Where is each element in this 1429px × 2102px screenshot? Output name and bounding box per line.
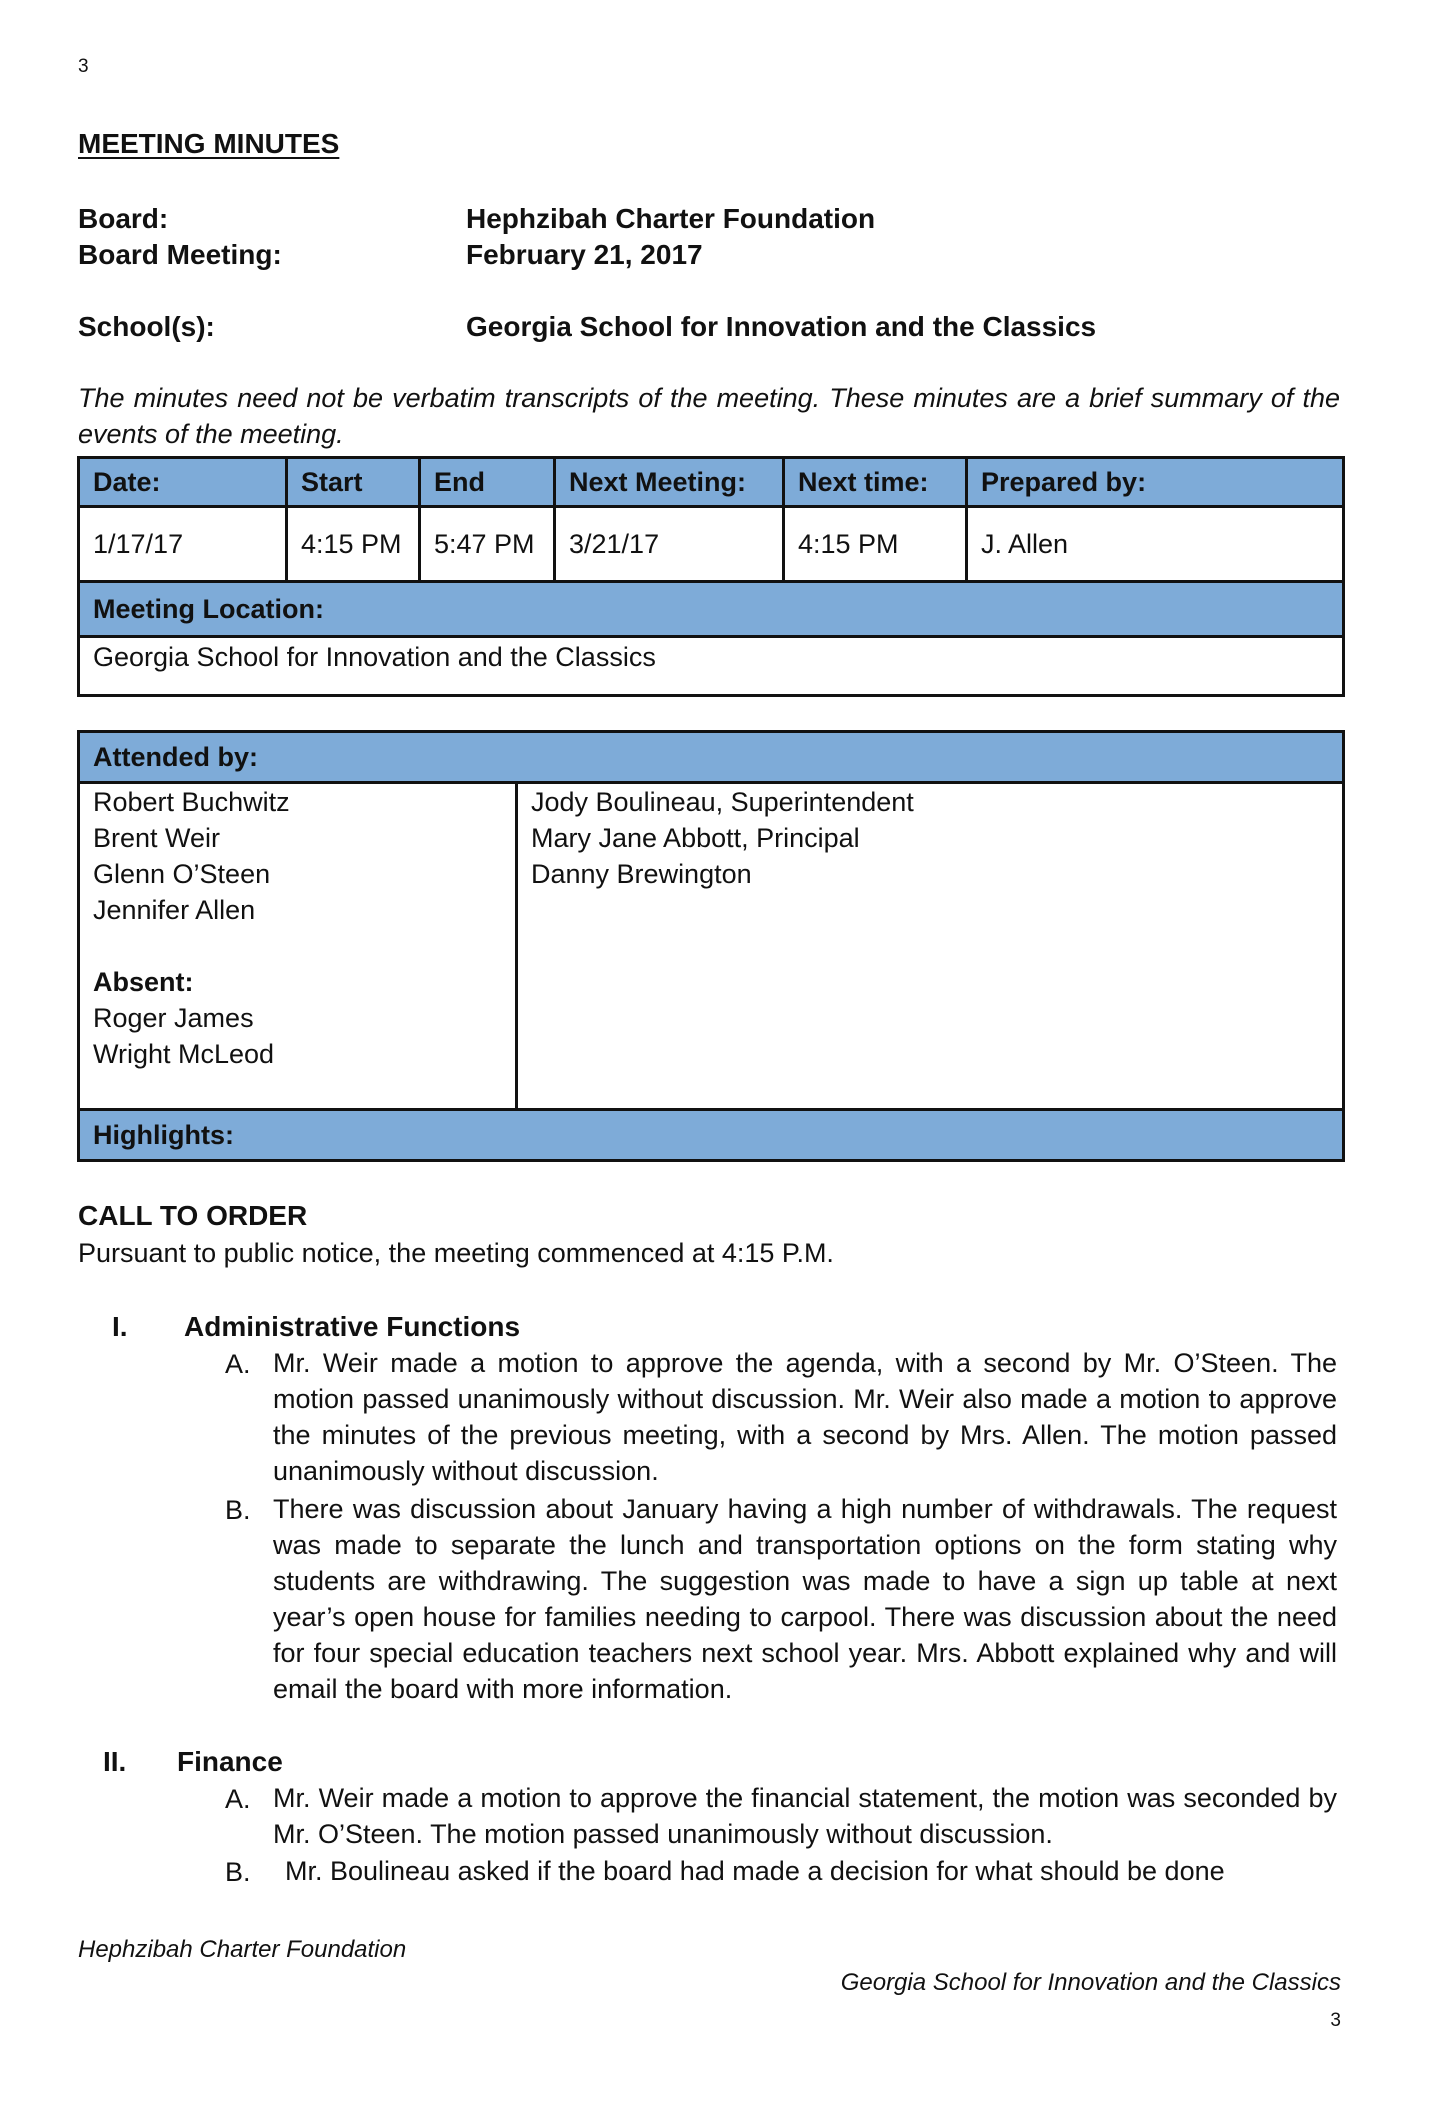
- attendee: Brent Weir: [93, 823, 221, 853]
- schools-label: School(s):: [78, 311, 215, 342]
- call-to-order-heading: CALL TO ORDER: [78, 1200, 308, 1231]
- section-title-finance: Finance: [177, 1746, 283, 1777]
- value-date: 1/17/17: [79, 507, 287, 582]
- attendee: Glenn O’Steen: [93, 859, 271, 889]
- staff-cell: [517, 783, 1344, 1110]
- section-numeral: II.: [103, 1746, 127, 1777]
- item-text: Mr. Boulineau asked if the board had made a decision for what should be done: [285, 1856, 1225, 1886]
- location-value: Georgia School for Innovation and the Classics: [79, 637, 1344, 696]
- attendance-table: [77, 730, 1345, 1162]
- value-end: 5:47 PM: [420, 507, 555, 582]
- highlights-label: Highlights:: [79, 1110, 1344, 1161]
- value-next-meeting: 3/21/17: [555, 507, 784, 582]
- header-next-meeting: Next Meeting:: [555, 458, 784, 507]
- value-start: 4:15 PM: [287, 507, 420, 582]
- schools-value: Georgia School for Innovation and the Classics: [466, 311, 1097, 342]
- footer-school: Georgia School for Innovation and the Classics: [840, 1969, 1341, 1996]
- section-title-administrative: Administrative Functions: [184, 1311, 521, 1342]
- item-letter: B.: [225, 1495, 251, 1525]
- info-header-row: [79, 458, 1344, 507]
- footer-organization: Hephzibah Charter Foundation: [78, 1936, 407, 1963]
- page-title: MEETING MINUTES: [78, 128, 340, 159]
- board-members-cell: [79, 783, 517, 1110]
- item-text: There was discussion about January having a high number of withdrawals. The request was made to separate the lunch and transportation options on the form stating why students are withdrawing. The suggestion was made to have a sign up table at next year’s open house for families needing to carpool. There was discussion about the need for four special education teachers next school year. Mrs. Abbott explained why and will email the board with more information.: [273, 1494, 1337, 1704]
- header-prepared-by: Prepared by:: [967, 458, 1344, 507]
- staff-attendee: Jody Boulineau, Superintendent: [531, 787, 914, 817]
- staff-attendee: Danny Brewington: [531, 859, 752, 889]
- info-value-row: [79, 507, 1344, 582]
- page-number-bottom: 3: [1330, 2010, 1341, 2031]
- section-numeral: I.: [112, 1311, 128, 1342]
- minutes-note: The minutes need not be verbatim transcripts of the meeting. These minutes are a brief summary of the events of the meeting.: [78, 383, 1340, 449]
- page-number-top: 3: [78, 56, 89, 77]
- value-next-time: 4:15 PM: [784, 507, 967, 582]
- header-next-time: Next time:: [784, 458, 967, 507]
- call-to-order-text: Pursuant to public notice, the meeting commenced at 4:15 P.M.: [78, 1238, 834, 1268]
- header-start: Start: [287, 458, 420, 507]
- board-meeting-label: Board Meeting:: [78, 239, 282, 270]
- meeting-info-table: [77, 456, 1345, 697]
- staff-attendee: Mary Jane Abbott, Principal: [531, 823, 860, 853]
- item-letter: A.: [225, 1349, 251, 1379]
- header-end: End: [420, 458, 555, 507]
- attendee: Robert Buchwitz: [93, 787, 290, 817]
- attendee: Jennifer Allen: [93, 895, 256, 925]
- absent-label: Absent:: [93, 967, 194, 997]
- value-prepared-by: J. Allen: [967, 507, 1344, 582]
- absentee: Roger James: [93, 1003, 254, 1033]
- item-letter: A.: [225, 1784, 251, 1814]
- location-label: Meeting Location:: [79, 582, 1344, 637]
- item-letter: B.: [225, 1857, 251, 1887]
- board-value: Hephzibah Charter Foundation: [466, 203, 876, 234]
- header-date: Date:: [79, 458, 287, 507]
- attended-by-label: Attended by:: [79, 732, 1344, 783]
- item-text: Mr. Weir made a motion to approve the financial statement, the motion was seconded by Mr. O’Steen. The motion passed unanimously without discussion.: [273, 1783, 1337, 1849]
- absentee: Wright McLeod: [93, 1039, 275, 1069]
- board-meeting-value: February 21, 2017: [466, 239, 703, 270]
- board-label: Board:: [78, 203, 169, 234]
- item-text: Mr. Weir made a motion to approve the agenda, with a second by Mr. O’Steen. The motion passed unanimously without discussion. Mr. Weir also made a motion to approve the minutes of the previous meeting, with a second by Mrs. Allen. The motion passed unanimously without discussion.: [273, 1348, 1337, 1486]
